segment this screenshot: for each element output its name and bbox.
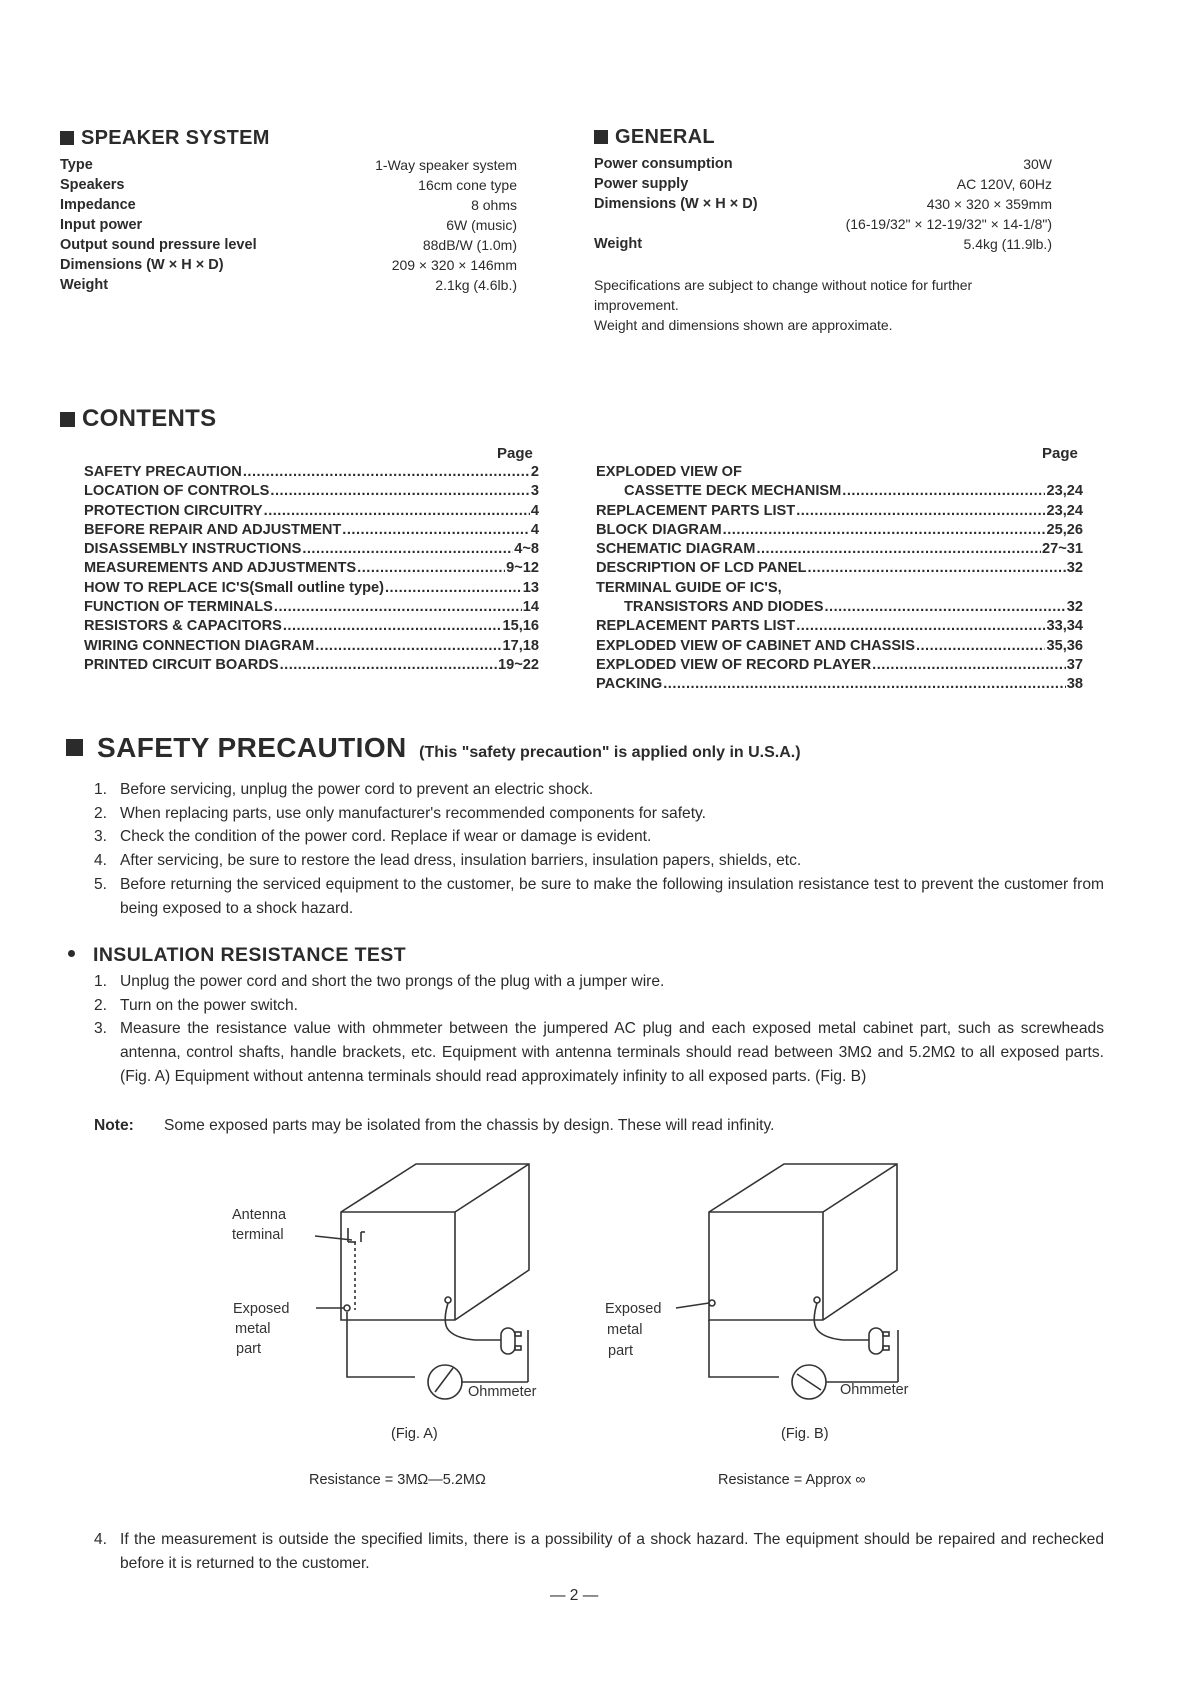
toc-entry[interactable]: SAFETY PRECAUTION ..... 2 bbox=[84, 463, 539, 482]
square-bullet-icon bbox=[66, 739, 83, 756]
ohmmeter-label: Ohmmeter bbox=[468, 1384, 537, 1400]
list-item: 4. After servicing, be sure to restore the lead dress, insulation barriers, insulation papers, shields, etc. bbox=[94, 852, 802, 870]
contents-left-column bbox=[84, 463, 539, 675]
exposed-label-line3: part bbox=[236, 1341, 261, 1357]
exposed-label-line2: metal bbox=[607, 1322, 643, 1338]
toc-entry[interactable]: PROTECTION CIRCUITRY ..... 4 bbox=[84, 502, 539, 521]
toc-entry[interactable]: EXPLODED VIEW OF bbox=[596, 464, 742, 480]
antenna-label-line2: terminal bbox=[232, 1227, 284, 1243]
square-bullet-icon bbox=[594, 130, 608, 144]
spec-row: Impedance 8 ohms bbox=[60, 197, 517, 213]
spec-row: Weight 2.1kg (4.6lb.) bbox=[60, 277, 517, 293]
safety-steps bbox=[94, 778, 1104, 920]
list-item: 1. Unplug the power cord and short the two prongs of the plug with a jumper wire. bbox=[94, 973, 665, 990]
insulation-heading: INSULATION RESISTANCE TEST bbox=[93, 944, 407, 966]
list-item: 3. Check the condition of the power cord. Replace if wear or damage is evident. bbox=[94, 828, 652, 846]
page-column-label: Page bbox=[497, 445, 533, 462]
spec-note: Specifications are subject to change without notice for further improvement. bbox=[594, 277, 973, 313]
exposed-label-line1: Exposed bbox=[605, 1301, 662, 1317]
spec-row: Dimensions (W × H × D) 430 × 320 × 359mm bbox=[594, 196, 1052, 212]
spec-row: Type 1-Way speaker system bbox=[60, 157, 517, 173]
page-column-label: Page bbox=[1042, 445, 1078, 462]
final-step-list bbox=[94, 1528, 1104, 1575]
list-item: 2. When replacing parts, use only manufacturer's recommended components for safety. bbox=[94, 804, 707, 822]
toc-entry[interactable]: MEASUREMENTS AND ADJUSTMENTS ..... 9~12 bbox=[84, 559, 539, 578]
general-spec-table bbox=[594, 156, 1052, 256]
fig-a-diagram bbox=[225, 1160, 565, 1420]
fig-a-resistance: Resistance = 3MΩ—5.2MΩ bbox=[309, 1472, 486, 1488]
spec-note: Weight and dimensions shown are approximate. bbox=[594, 317, 893, 333]
list-item: 5. Before returning the serviced equipment to the customer, be sure to make the following insulation resistance test to prevent the customer from being exposed to a shock hazard. bbox=[94, 875, 1104, 917]
toc-entry[interactable]: RESISTORS & CAPACITORS ..... 15,16 bbox=[84, 617, 539, 636]
speaker-spec-table bbox=[60, 157, 517, 297]
fig-b-diagram bbox=[597, 1160, 937, 1420]
toc-entry[interactable]: BEFORE REPAIR AND ADJUSTMENT ..... 4 bbox=[84, 521, 539, 540]
toc-entry[interactable]: TERMINAL GUIDE OF IC'S, bbox=[596, 579, 782, 596]
toc-entry[interactable]: PACKING ..... 38 bbox=[596, 675, 1083, 694]
toc-entry[interactable]: EXPLODED VIEW OF RECORD PLAYER ..... 37 bbox=[596, 656, 1083, 675]
exposed-label-line1: Exposed bbox=[233, 1301, 290, 1317]
spec-row: Weight 5.4kg (11.9lb.) bbox=[594, 236, 1052, 252]
note-text: Some exposed parts may be isolated from the chassis by design. These will read infinity. bbox=[164, 1117, 775, 1134]
toc-entry[interactable]: WIRING CONNECTION DIAGRAM ..... 17,18 bbox=[84, 637, 539, 656]
safety-heading-block bbox=[66, 732, 801, 764]
spec-row: Input power 6W (music) bbox=[60, 217, 517, 233]
insulation-note bbox=[94, 1114, 774, 1137]
toc-entry[interactable]: DISASSEMBLY INSTRUCTIONS ..... 4~8 bbox=[84, 540, 539, 559]
spec-row: Dimensions (W × H × D) 209 × 320 × 146mm bbox=[60, 257, 517, 273]
spec-row: Power supply AC 120V, 60Hz bbox=[594, 176, 1052, 192]
toc-entry[interactable]: FUNCTION OF TERMINALS ..... 14 bbox=[84, 598, 539, 617]
ohmmeter-icon bbox=[428, 1365, 462, 1399]
toc-entry[interactable]: TRANSISTORS AND DIODES ..... 32 bbox=[596, 598, 1083, 617]
spec-row: Speakers 16cm cone type bbox=[60, 177, 517, 193]
exposed-label-line3: part bbox=[608, 1343, 633, 1359]
page-number: — 2 — bbox=[550, 1587, 599, 1604]
note-label: Note: bbox=[94, 1117, 134, 1134]
toc-entry[interactable]: HOW TO REPLACE IC'S(Small outline type) ..... 13 bbox=[84, 579, 539, 598]
spec-row: Power consumption 30W bbox=[594, 156, 1052, 172]
list-item: 2. Turn on the power switch. bbox=[94, 996, 298, 1014]
safety-subheading: (This "safety precaution" is applied only in U.S.A.) bbox=[419, 744, 801, 761]
antenna-label-line1: Antenna bbox=[232, 1207, 287, 1223]
cabinet-outline bbox=[709, 1164, 897, 1320]
ac-plug-icon bbox=[501, 1328, 515, 1354]
toc-entry[interactable]: CASSETTE DECK MECHANISM ..... 23,24 bbox=[596, 482, 1083, 501]
fig-b-caption: (Fig. B) bbox=[781, 1426, 829, 1442]
square-bullet-icon bbox=[60, 131, 74, 145]
spec-row: Output sound pressure level 88dB/W (1.0m) bbox=[60, 237, 517, 253]
general-heading: GENERAL bbox=[594, 126, 715, 149]
safety-heading: SAFETY PRECAUTION bbox=[97, 732, 407, 763]
list-item: 1. Before servicing, unplug the power cord to prevent an electric shock. bbox=[94, 781, 594, 798]
fig-a-caption: (Fig. A) bbox=[391, 1426, 438, 1442]
ac-plug-icon bbox=[869, 1328, 883, 1354]
ohmmeter-label: Ohmmeter bbox=[840, 1382, 909, 1398]
list-item: 3. Measure the resistance value with ohmmeter between the jumpered AC plug and each exposed metal cabinet part, such as screwheads antenna, control shafts, handle brackets, etc. Equipment with antenna terminals should read between 3MΩ and 5.2MΩ to all exposed parts. (Fig. A) Equipment without antenna terminals should read approximately infinity to all exposed parts. (Fig. B) bbox=[94, 1020, 1104, 1085]
contents-right-column bbox=[596, 463, 1083, 695]
square-bullet-icon bbox=[60, 412, 75, 427]
insulation-steps bbox=[94, 970, 1104, 1089]
fig-b-resistance: Resistance = Approx ∞ bbox=[718, 1472, 866, 1488]
round-bullet-icon bbox=[68, 950, 75, 957]
contents-heading: CONTENTS bbox=[60, 405, 216, 433]
insulation-heading-block bbox=[68, 944, 406, 967]
toc-entry[interactable]: EXPLODED VIEW OF CABINET AND CHASSIS ..... 35,36 bbox=[596, 637, 1083, 656]
speaker-system-heading: SPEAKER SYSTEM bbox=[60, 127, 270, 150]
toc-entry[interactable]: PRINTED CIRCUIT BOARDS ..... 19~22 bbox=[84, 656, 539, 675]
toc-entry[interactable]: SCHEMATIC DIAGRAM ..... 27~31 bbox=[596, 540, 1083, 559]
toc-entry[interactable]: BLOCK DIAGRAM ..... 25,26 bbox=[596, 521, 1083, 540]
cabinet-outline bbox=[341, 1164, 529, 1320]
toc-entry[interactable]: LOCATION OF CONTROLS ..... 3 bbox=[84, 482, 539, 501]
exposed-label-line2: metal bbox=[235, 1321, 271, 1337]
toc-entry[interactable]: REPLACEMENT PARTS LIST ..... 23,24 bbox=[596, 502, 1083, 521]
list-item: 4. If the measurement is outside the specified limits, there is a possibility of a shock hazard. The equipment should be repaired and rechecked before it is returned to the customer. bbox=[94, 1531, 1104, 1572]
toc-entry[interactable]: REPLACEMENT PARTS LIST ..... 33,34 bbox=[596, 617, 1083, 636]
spec-row: (16-19/32" × 12-19/32" × 14-1/8") bbox=[845, 216, 1052, 232]
toc-entry[interactable]: DESCRIPTION OF LCD PANEL ..... 32 bbox=[596, 559, 1083, 578]
spec-notes bbox=[594, 275, 1052, 335]
